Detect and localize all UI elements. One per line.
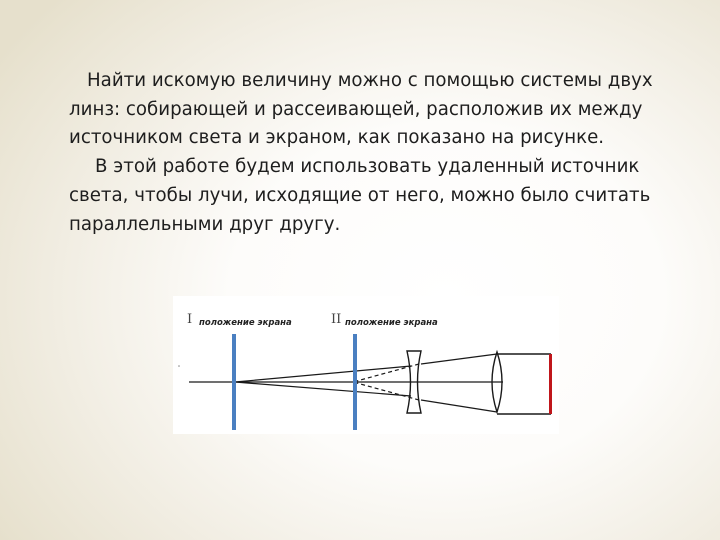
speck (178, 365, 180, 367)
screen-1-numeral: I (187, 312, 193, 327)
screen-1-label: положение экрана (199, 318, 292, 328)
ray-lower-long (235, 382, 411, 396)
slide-text (69, 67, 699, 239)
screen-position-2 (353, 334, 357, 430)
lens-diagram-svg (173, 296, 559, 434)
ray-lower-mid (421, 400, 497, 412)
paragraph-1: Найти искомую величину можно с помощью системы двух линз: собирающей и рассеивающей, расположив их между источником света и экраном, как показано на рисунке. (69, 70, 653, 149)
paragraph-2: В этой работе будем использовать удаленный источник света, чтобы лучи, исходящие от него, можно было считать параллельными друг другу. (69, 156, 651, 235)
ray-lower-dashed (353, 382, 419, 400)
ray-upper-dashed (353, 364, 419, 382)
screen-2-label: положение экрана (345, 318, 438, 328)
light-source (549, 354, 552, 414)
ray-upper-mid (421, 354, 497, 364)
screen-2-numeral: II (331, 312, 342, 327)
lens-system-diagram (173, 296, 559, 434)
screen-position-1 (232, 334, 236, 430)
